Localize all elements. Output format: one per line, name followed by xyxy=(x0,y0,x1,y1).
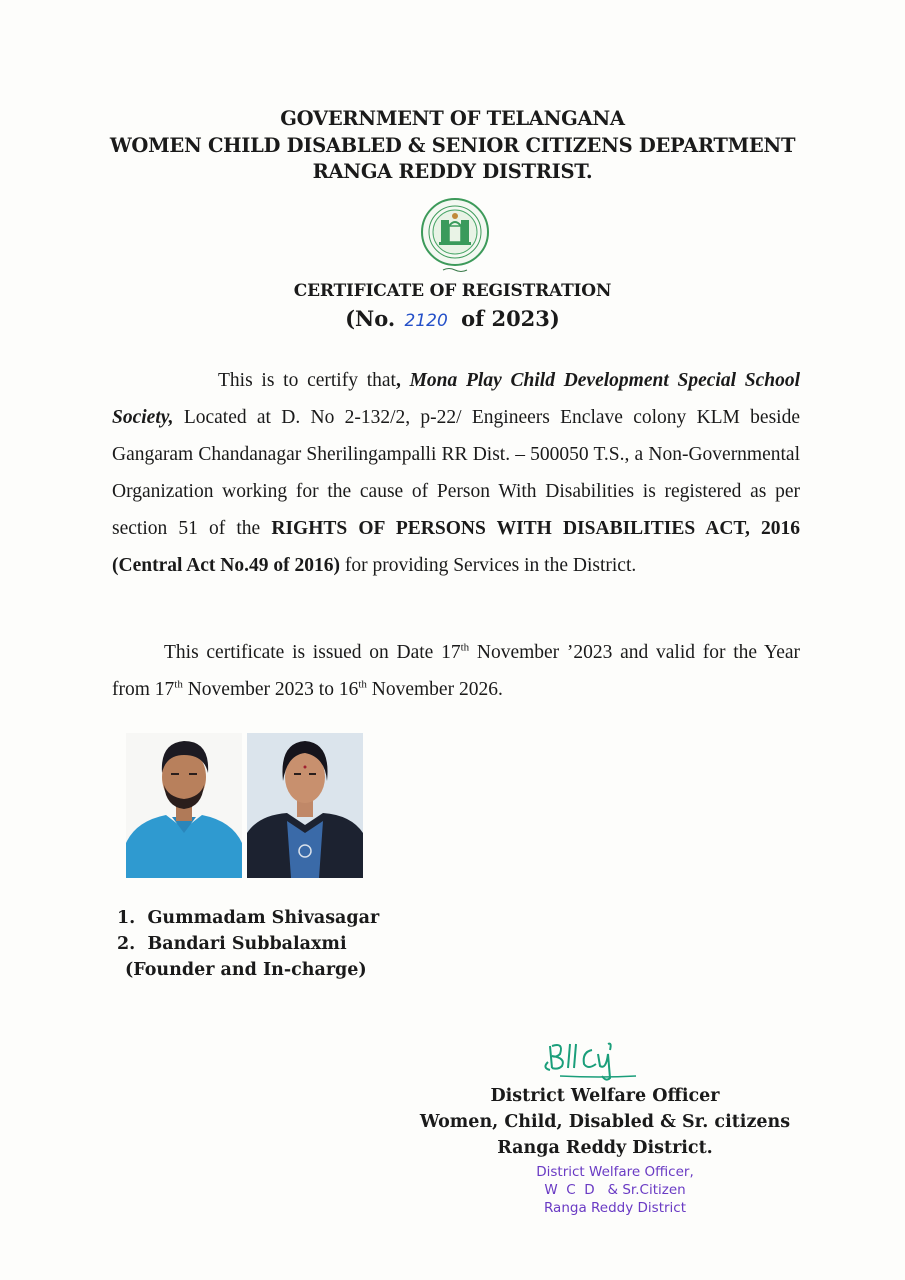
stamp-line-2: W C D & Sr.Citizen xyxy=(544,1182,686,1198)
stamp-line-1: District Welfare Officer, xyxy=(536,1164,694,1180)
member-list xyxy=(117,905,379,983)
stamp-line-3: Ranga Reddy District xyxy=(543,1200,687,1216)
member-2-name: 2. Bandari Subbalaxmi xyxy=(117,934,347,954)
act-name: RIGHTS OF PERSONS WITH DISABILITIES ACT, 2016 (Central Act No.49 of 2016) xyxy=(112,518,800,576)
officer-signature-icon xyxy=(540,1036,640,1082)
header-government: GOVERNMENT OF TELANGANA xyxy=(280,107,625,130)
ordinal-suffix: th xyxy=(460,641,470,654)
certificate-title: CERTIFICATE OF REGISTRATION xyxy=(293,281,612,301)
handwritten-registration-number: 2120 xyxy=(404,311,448,331)
certify-purpose: for providing Services in the District. xyxy=(340,555,637,576)
certificate-number xyxy=(0,306,905,331)
ordinal-suffix: th xyxy=(174,678,183,691)
photo-gummadam-shivasagar xyxy=(126,733,242,878)
validity-text: November 2023 to 16 xyxy=(182,679,359,700)
photo-bandari-subbalaxmi xyxy=(247,733,363,878)
organization-name: Mona Play Child Development Special School Society, xyxy=(112,370,800,428)
member-1-name: 1. Gummadam Shivasagar xyxy=(117,908,380,928)
officer-department: Women, Child, Disabled & Sr. citizens xyxy=(419,1112,791,1132)
header-department: WOMEN CHILD DISABLED & SENIOR CITIZENS DEPARTMENT xyxy=(109,134,796,157)
certify-intro: This is to certify that xyxy=(218,370,396,391)
issue-date-text: This certificate is issued on Date 17 xyxy=(164,642,461,663)
person-photo-icon xyxy=(247,733,363,878)
certificate-number-year: of 2023) xyxy=(461,306,560,331)
validity-paragraph xyxy=(112,634,800,708)
certify-comma: , xyxy=(395,370,410,391)
validity-end-text: November 2026. xyxy=(366,679,503,700)
validity-text: November ’2023 and valid for the Year from 17 xyxy=(112,642,800,700)
person-photo-icon xyxy=(126,733,242,878)
telangana-state-emblem-icon xyxy=(415,196,495,276)
officer-district: Ranga Reddy District. xyxy=(497,1138,713,1158)
ordinal-suffix: th xyxy=(358,678,367,691)
organization-address: Located at D. No 2-132/2, p-22/ Engineers Enclave colony KLM beside Gangaram Chandanagar Sherilingampalli RR Dist. – 500050 T.S., a Non-Governmental Organization working for the cause of Person With Disabilities is registered as per section 51 of the xyxy=(112,407,800,539)
member-role: (Founder and In-charge) xyxy=(125,960,367,980)
certificate-number-prefix: (No. xyxy=(345,306,396,331)
officer-title: District Welfare Officer xyxy=(490,1086,720,1106)
certification-paragraph xyxy=(112,362,800,584)
header-district: RANGA REDDY DISTRIST. xyxy=(312,160,593,183)
